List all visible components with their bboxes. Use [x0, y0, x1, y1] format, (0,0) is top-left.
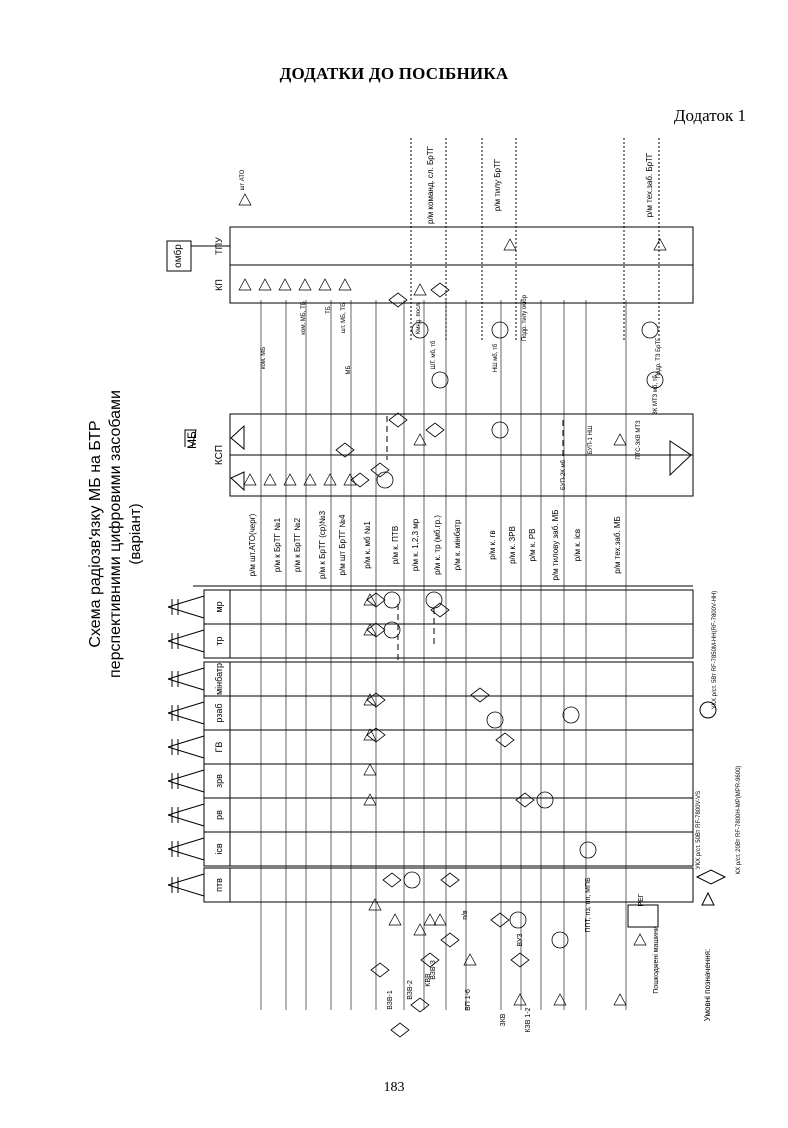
vhf-station-icon — [504, 239, 516, 250]
hf-station-icon — [516, 793, 534, 807]
company-block — [204, 624, 693, 658]
page-number: 183 — [383, 1080, 405, 1095]
unit-label: ВП 1-6 — [465, 989, 472, 1011]
kp-label: КП — [214, 279, 224, 291]
vhf-handheld-icon — [510, 912, 526, 928]
ombr-label: омбр — [173, 244, 184, 268]
company-label: птв — [214, 878, 224, 892]
net-label: р/м к БрТГ №2 — [293, 517, 302, 573]
vhf-station-icon — [614, 994, 626, 1005]
unit-label: ВУЗ — [517, 933, 524, 947]
antenna-icon — [168, 668, 204, 690]
vhf-handheld-icon — [580, 842, 596, 858]
hf-station-icon — [511, 953, 529, 967]
company-block — [204, 832, 693, 866]
company-label: ГВ — [214, 741, 224, 753]
vhf-station-icon — [244, 474, 256, 485]
net-label: р/м шт БрТГ №4 — [338, 514, 347, 576]
unit-label: Пошкоджені машини — [653, 926, 660, 994]
vhf-station-icon — [424, 914, 436, 925]
hf-station-icon — [441, 933, 459, 947]
vhf-station-icon — [319, 279, 331, 290]
company-label: зрв — [214, 774, 224, 788]
hf-station-icon — [491, 913, 509, 927]
unit-label: РЕГ — [638, 893, 645, 907]
company-block — [204, 730, 693, 764]
ksp-note: БУП-1 НШ — [588, 425, 594, 455]
net-label: р/м к. ПТВ — [391, 525, 400, 565]
ksp-note: Подр. тилу омбр — [522, 294, 528, 342]
page-title: ДОДАТКИ ДО ПОСІБНИКА — [279, 64, 509, 83]
hf-station-icon — [391, 1023, 409, 1037]
unit-label: КЗВ 1-2 — [525, 1007, 532, 1033]
vhf-station-icon — [369, 899, 381, 910]
vhf-station-icon — [299, 279, 311, 290]
ksp-note: НШ мб, тб — [493, 343, 499, 373]
vhf-station-icon — [434, 914, 446, 925]
antenna-icon — [168, 874, 204, 896]
vhf-handheld-icon — [432, 372, 448, 388]
upper-net-label: р/м тех.заб. БрТГ — [645, 152, 654, 218]
net-label: р/м шт.АТО(черг) — [248, 513, 257, 577]
vhf-handheld-icon — [426, 592, 442, 608]
kp-note: шт АТО — [240, 169, 246, 191]
net-label: р/м к. РВ — [528, 528, 537, 562]
unit-label: ВЗВ-3 — [430, 960, 437, 980]
ksp-note: Кмнд. посл. — [416, 301, 422, 335]
antenna-icon — [168, 770, 204, 792]
ksp-pennant-1 — [231, 472, 244, 490]
vhf-station-icon — [239, 194, 251, 205]
vhf-station-icon — [389, 914, 401, 925]
vhf-station-icon — [634, 934, 646, 945]
kp-note: ком. МБ, ТБ — [301, 301, 307, 335]
net-label: р/м к. тр (мб.гр.) — [433, 515, 442, 575]
vhf-handheld-icon — [377, 472, 393, 488]
company-block — [204, 798, 693, 832]
antenna-icon — [168, 702, 204, 724]
vhf-station-icon — [364, 764, 376, 775]
net-label: р/м к. мб №1 — [363, 521, 372, 569]
antenna-icon — [168, 838, 204, 860]
net-label: р/м к. гв — [488, 530, 497, 560]
unit-label: КВВ — [425, 973, 432, 987]
net-label: р/м тилову заб. МБ — [551, 509, 560, 581]
company-block — [204, 696, 693, 730]
antenna-icon — [168, 596, 204, 618]
unit-label: п/в — [462, 910, 469, 920]
vhf-station-icon — [364, 794, 376, 805]
kp-note: ком. МБ — [261, 346, 267, 370]
vhf-station-icon — [264, 474, 276, 485]
vhf-station-icon — [364, 624, 376, 635]
vhf-handheld-icon — [563, 707, 579, 723]
company-block — [204, 868, 693, 902]
ksp-pennant-3 — [670, 441, 691, 475]
hf-station-icon — [371, 463, 389, 477]
vhf-station-icon — [324, 474, 336, 485]
unit-label: ВЗВ-1 — [387, 990, 394, 1010]
unit-label: ППТ, пз, пп, МПБ — [585, 877, 592, 933]
company-block — [204, 662, 693, 696]
vhf-handheld-icon — [552, 932, 568, 948]
upper-net-label: р/м команд. сл. БрТГ — [426, 146, 435, 224]
legend-item: УКХ р/ст. 50Вт RF-7800V-VS — [696, 790, 702, 870]
vhf-handheld-icon — [492, 322, 508, 338]
company-block — [204, 764, 693, 798]
antenna-icon — [168, 630, 204, 652]
net-label: р/м к БрТГ (ср)№3 — [318, 510, 327, 580]
company-label: мінбатр — [214, 662, 224, 696]
ksp-note: БУП-2К мб — [561, 460, 567, 490]
vhf-station-icon — [364, 729, 376, 740]
company-label: рв — [214, 810, 224, 820]
vhf-station-icon — [514, 994, 526, 1005]
hf-station-icon — [426, 423, 444, 437]
diagram-caption-line: перспективними цифровими засобами — [107, 390, 124, 678]
ksp-pennant-2 — [231, 426, 244, 449]
hf-station-icon — [471, 688, 489, 702]
company-label: тр — [214, 636, 224, 646]
hf-station-icon — [371, 963, 389, 977]
kp-note: ТБ — [326, 306, 332, 314]
mb-label: МБ — [185, 431, 199, 449]
vhf-handheld-icon — [384, 592, 400, 608]
vhf-handheld-icon — [537, 792, 553, 808]
appendix-label: Додаток 1 — [673, 106, 746, 125]
company-label: рзаб — [214, 703, 224, 723]
hf-station-icon — [383, 873, 401, 887]
hf-station-icon — [496, 733, 514, 747]
vhf-station-icon — [239, 279, 251, 290]
company-label: мр — [214, 601, 224, 613]
net-label: р/м тех.заб. МБ — [613, 516, 622, 574]
reg-box — [628, 905, 658, 927]
hf-station-icon — [441, 873, 459, 887]
ksp-note: ЗК МТЗ мб, тб — [653, 375, 659, 415]
upper-net-label: р/м тилу БрТГ — [493, 158, 502, 212]
vhf-handheld-icon — [487, 712, 503, 728]
diagram-caption-line: (варіант) — [127, 503, 144, 565]
vhf-station-icon — [654, 239, 666, 250]
legend-item: УКХ р/ст. 5Вт RF-7850M-HH(RF-7800V-HH) — [712, 590, 718, 710]
legend-title: Умовні позначення: — [703, 948, 712, 1022]
kp-note: шт. МБ, ТБ — [341, 302, 347, 334]
vhf-station-icon — [614, 434, 626, 445]
company-label: ісв — [214, 843, 224, 855]
vhf-handheld-icon — [642, 322, 658, 338]
ksp-label: КСП — [214, 444, 225, 466]
unit-label: ВЗВ-2 — [407, 980, 414, 1000]
vhf-station-icon — [279, 279, 291, 290]
vhf-station-icon — [414, 284, 426, 295]
net-label: р/м к БрТГ №1 — [273, 517, 282, 573]
antenna-icon — [168, 804, 204, 826]
diagram-caption-line: Схема радіозв'язку МБ на БТР — [87, 420, 104, 648]
vhf-station-icon — [364, 594, 376, 605]
legend-item: КХ р/ст. 20Вт RF-7800H-MP(MPR-9600) — [736, 765, 742, 875]
ksp-note: ШТ. мб, тб — [431, 340, 437, 370]
net-label: р/м к. ісв — [573, 528, 582, 562]
unit-label: ЗКВ — [500, 1013, 507, 1027]
vhf-station-icon — [259, 279, 271, 290]
antenna-icon — [168, 736, 204, 758]
ksp-note: ПТС-ЗКВ МТЗ — [636, 420, 642, 460]
company-block — [204, 590, 693, 624]
ksp-note: Подр. ТЗ БрТГ — [656, 337, 662, 379]
net-label: р/м к. мінбатр — [453, 519, 462, 571]
kp-note: МБ — [346, 365, 352, 375]
vhf-station-icon — [339, 279, 351, 290]
vhf-handheld-icon — [404, 872, 420, 888]
net-label: р/м к. ЗРВ — [508, 526, 517, 564]
vhf-station-icon — [344, 474, 356, 485]
tpu-label: ТПУ — [214, 237, 224, 255]
net-label: р/м к. 1,2,3 мр — [411, 518, 420, 572]
vhf-handheld-icon — [492, 422, 508, 438]
